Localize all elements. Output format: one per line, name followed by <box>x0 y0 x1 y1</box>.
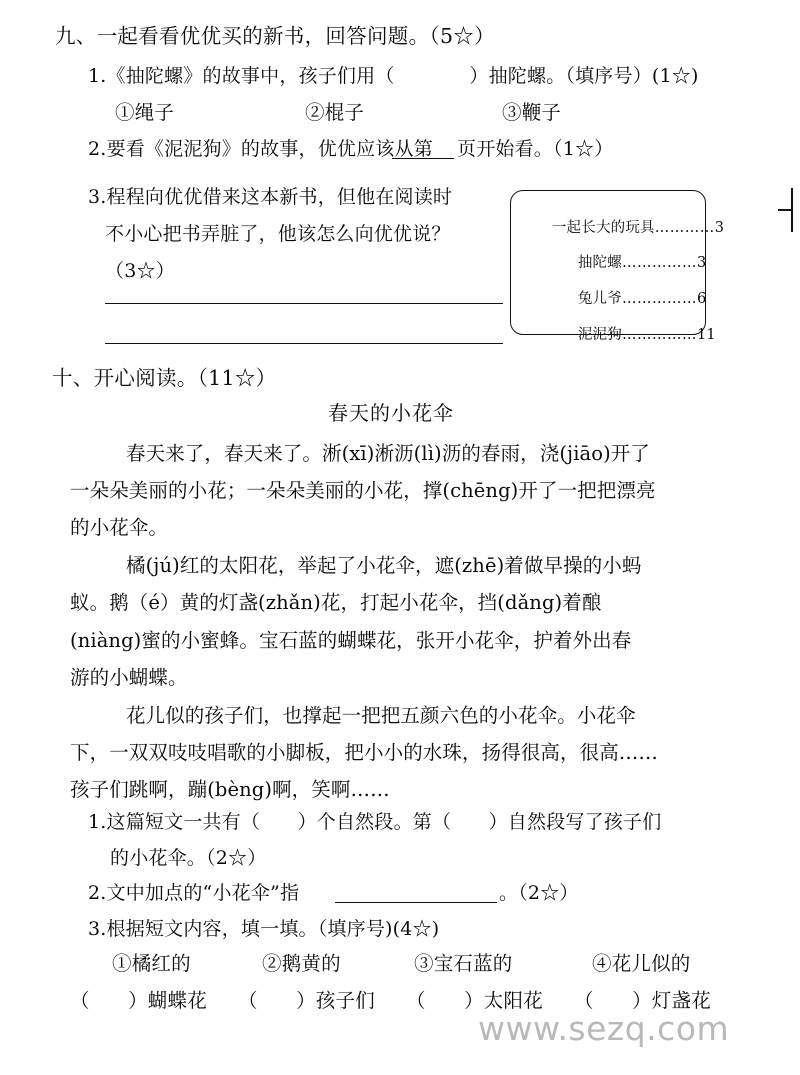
passage-p2-line4: 游的小蝴蝶。 <box>70 666 188 689</box>
section-nine-q2-stem-before: 2.要看《泥泥狗》的故事，优优应该从第 <box>88 138 433 160</box>
section-ten-q2-stem-after: 。（2☆） <box>499 882 579 904</box>
section-nine-heading: 九、一起看看优优买的新书，回答问题。（5☆） <box>55 24 495 48</box>
article-title: 春天的小花伞 <box>328 401 454 425</box>
section-ten-q3-answer-3[interactable]: （ ）太阳花 <box>406 989 543 1012</box>
section-ten-q2-stem-before: 2.文中加点的“小花伞”指 <box>88 882 300 904</box>
toc-entry-title: 抽陀螺 <box>577 254 622 271</box>
toc-entry-title: 泥泥狗 <box>577 326 622 343</box>
section-nine-q1-option-1[interactable]: ①绳子 <box>115 101 175 124</box>
section-ten-q3-option-1[interactable]: ①橘红的 <box>112 952 191 975</box>
crop-mark-horizontal <box>778 209 792 211</box>
passage-p3-line3: 孩子们跳啊，蹦(bèng)啊，笑啊…… <box>70 778 390 801</box>
section-nine-q3-line1: 3.程程向优优借来这本新书，但他在阅读时 <box>88 186 453 208</box>
section-nine-q3-line3: （3☆） <box>105 260 175 282</box>
passage-p3-line2: 下，一双双吱吱唱歌的小脚板，把小小的水珠，扬得很高，很高…… <box>70 741 659 764</box>
toc-entry-leader: ………… <box>654 219 715 236</box>
section-nine-q3-line2: 不小心把书弄脏了，他该怎么向优优说？ <box>105 223 451 245</box>
registration-crop-mark <box>778 188 800 232</box>
section-nine-q1-option-3[interactable]: ③鞭子 <box>502 101 562 124</box>
toc-entry-leader: …………… <box>621 254 697 271</box>
section-nine-q2-stem-after: 页开始看。（1☆） <box>457 138 614 160</box>
section-ten-q3-answer-4[interactable]: （ ）灯盏花 <box>574 989 711 1012</box>
toc-entry-page: 3 <box>696 254 707 271</box>
passage-p2-line3: (niàng)蜜的小蜜蜂。宝石蓝的蝴蝶花，张开小花伞，护着外出春 <box>70 629 632 652</box>
passage-p1-line1: 春天来了，春天来了。淅(xī)淅沥(lì)沥的春雨，浇(jiāo)开了 <box>126 442 651 465</box>
section-ten-q3-answer-1[interactable]: （ ）蝴蝶花 <box>70 989 207 1012</box>
toc-entry-title: 一起长大的玩具 <box>551 219 655 236</box>
section-nine-q1-stem: 1.《抽陀螺》的故事中，孩子们用（ ）抽陀螺。（填序号）(1☆) <box>88 65 699 87</box>
section-nine-q2-blank[interactable] <box>392 158 454 159</box>
section-ten-heading: 十、开心阅读。（11☆） <box>52 366 277 390</box>
toc-entry-row <box>549 313 716 357</box>
toc-entry-page: 11 <box>696 326 716 343</box>
toc-entry-page: 6 <box>696 290 707 307</box>
passage-p2-line1: 橘(jú)红的太阳花，举起了小花伞，遮(zhē)着做早操的小蚂 <box>126 554 642 577</box>
passage-p3-line1: 花儿似的孩子们，也撑起一把把五颜六色的小花伞。小花伞 <box>126 704 636 727</box>
section-nine-q1-option-2[interactable]: ②棍子 <box>305 101 365 124</box>
toc-entry-leader: …………… <box>621 326 697 343</box>
section-ten-q3-option-4[interactable]: ④花儿似的 <box>592 952 691 975</box>
site-watermark: www.sezq.com <box>478 1009 730 1048</box>
section-nine-q3-answer-line-2[interactable] <box>105 343 503 344</box>
section-ten-q1-line1: 1.这篇短文一共有（ ）个自然段。第（ ）自然段写了孩子们 <box>88 811 662 833</box>
passage-p2-line2: 蚁。鹅（é）黄的灯盏(zhǎn)花，打起小花伞，挡(dǎng)着酿 <box>70 591 602 614</box>
section-ten-q3-option-2[interactable]: ②鹅黄的 <box>262 952 341 975</box>
toc-entry-leader: …………… <box>621 290 697 307</box>
passage-p1-line2: 一朵朵美丽的小花；一朵朵美丽的小花，撑(chēng)开了一把把漂亮 <box>70 479 656 502</box>
section-nine-q3-answer-line-1[interactable] <box>105 303 503 304</box>
passage-p1-line3: 的小花伞。 <box>70 516 169 539</box>
section-ten-q3-stem: 3.根据短文内容，填一填。（填序号)(4☆) <box>88 918 440 940</box>
toc-entry-page: 3 <box>714 219 725 236</box>
book-contents-box <box>510 190 725 343</box>
toc-entry-title: 兔儿爷 <box>577 290 622 307</box>
section-ten-q3-answer-2[interactable]: （ ）孩子们 <box>238 989 375 1012</box>
section-ten-q3-option-3[interactable]: ③宝石蓝的 <box>414 952 513 975</box>
section-ten-q1-line2: 的小花伞。（2☆） <box>110 847 267 869</box>
section-ten-q2-blank[interactable] <box>335 902 497 903</box>
